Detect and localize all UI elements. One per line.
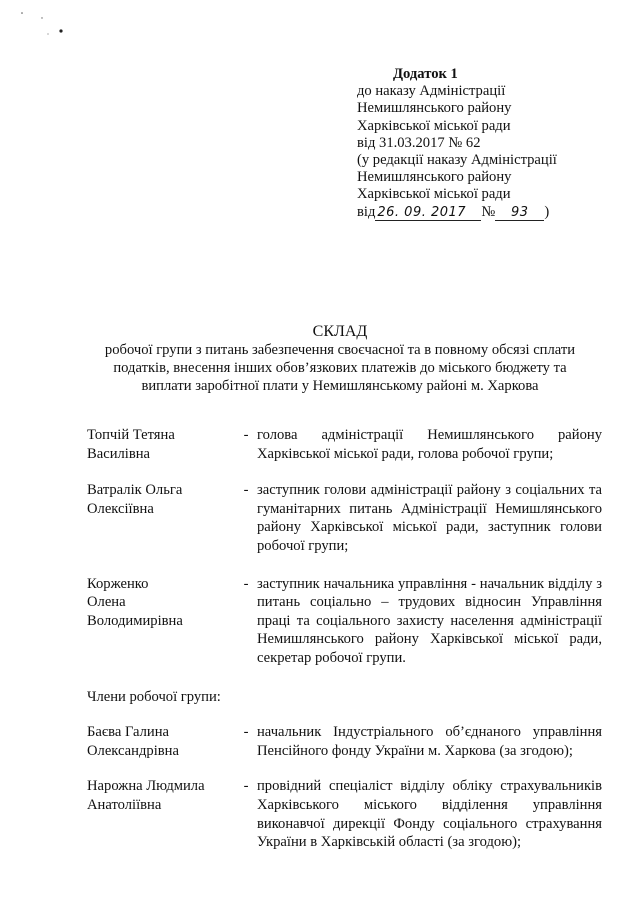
approval-line: до наказу Адміністрації (357, 83, 506, 100)
document-title: СКЛАД (312, 323, 368, 340)
scan-specks (0, 0, 80, 45)
approval-line: Немишлянського району (357, 169, 512, 186)
approval-line: Харківської міської ради (357, 117, 511, 134)
dash: - (243, 778, 249, 795)
composition-list (87, 426, 602, 852)
member-entry (87, 777, 602, 851)
dash: - (243, 427, 249, 443)
date-prefix: від (357, 203, 376, 220)
person-name (87, 426, 235, 463)
name-line: Корженко (87, 575, 149, 592)
approval-line: (у редакції наказу Адміністрації (357, 152, 557, 169)
approval-block (357, 66, 617, 221)
handwritten-date: 26. 09. 2017 (375, 205, 481, 221)
name-line: Топчій Тетяна (87, 427, 175, 443)
person-role: заступник начальника управління - начальник відділу з питань соціально – трудових відносин Управління праці та соціального захисту населення адміністрації Немишлянського району Харківської міської ради, секретар робочої групи. (257, 575, 602, 666)
leader-entry (87, 575, 602, 668)
member-entry (87, 723, 602, 760)
name-line: Олександрівна (87, 742, 179, 759)
name-line: Ватралік Ольга (87, 482, 183, 499)
person-name (87, 481, 235, 518)
person-role: заступник голови адміністрації району з соціальних та гуманітарних питань Адміністрації Немишлянського району Харківської міської ради, заступник голови робочої групи; (257, 482, 602, 554)
dash: - (243, 482, 249, 499)
number-prefix: № (481, 203, 496, 220)
person-role: голова адміністрації Немишлянського району Харківської міської ради, голова робочої групи; (257, 427, 602, 462)
title-line: робочої групи з питань забезпечення своєчасної та в повному обсязі сплати (104, 342, 576, 358)
name-line: Анатоліївна (87, 796, 162, 813)
title-line: податків, внесення інших обов’язкових платежів до міського бюджету та (113, 360, 567, 376)
leader-entry (87, 481, 602, 555)
leader-entry (87, 426, 602, 463)
appendix-heading: Додаток 1 (393, 66, 458, 82)
approval-line: Немишлянського району (357, 100, 512, 117)
name-line: Василівна (87, 445, 151, 462)
members-label: Члени робочої групи: (87, 688, 221, 705)
title-line: виплати заробітної плати у Немишлянському районі м. Харкова (141, 378, 539, 394)
person-role: провідний спеціаліст відділу обліку страхувальників Харківського міського відділення управління виконавчої дирекції Фонду соціального страхування України в Харківській області (за згодою); (257, 778, 602, 851)
person-role: начальник Індустріального об’єднаного управління Пенсійного фонду України м. Харкова (за згодою); (257, 724, 602, 759)
name-line: Олена (87, 594, 126, 611)
name-line: Нарожна Людмила (87, 778, 205, 795)
document-title-block (40, 322, 640, 395)
name-line: Баєва Галина (87, 724, 170, 741)
approval-line: від 31.03.2017 № 62 (357, 134, 481, 151)
approval-date-line (357, 204, 617, 221)
name-line: Володимирівна (87, 612, 183, 629)
handwritten-number: 93 (495, 205, 544, 221)
closing-paren: ) (544, 203, 550, 220)
person-name (87, 723, 235, 760)
dash: - (243, 575, 249, 592)
person-name (87, 575, 235, 631)
name-line: Олексіївна (87, 500, 154, 517)
dash: - (243, 724, 249, 741)
person-name (87, 777, 235, 814)
approval-line: Харківської міської ради (357, 186, 511, 203)
